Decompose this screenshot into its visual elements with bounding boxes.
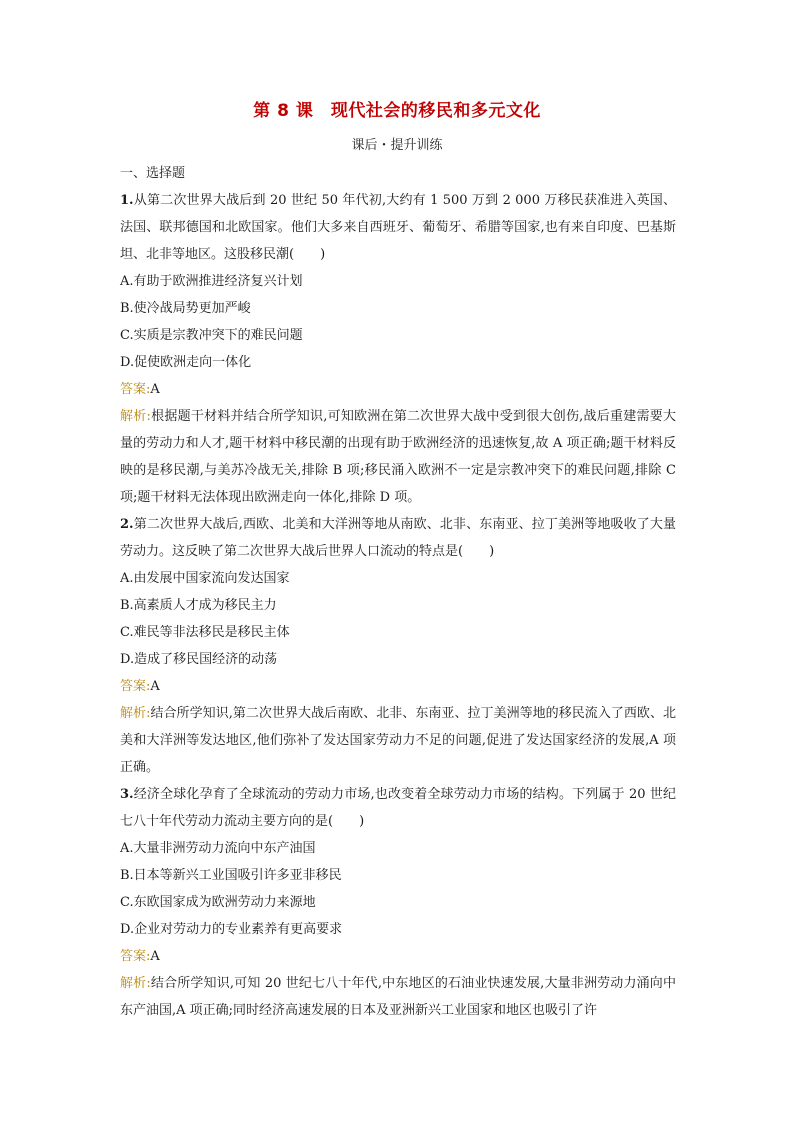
explanation-text: 根据题干材料并结合所学知识,可知欧洲在第二次世界大战中受到很大创伤,战后重建需要大量的劳动力和人才,题干材料中移民潮的出现有助于欧洲经济的迅速恢复,故 A 项正确;题干材料反映的是移民潮,与美苏冷战无关,排除 B 项;移民涌入欧洲不一定是宗教冲突下的难民问题,排除 C 项;题干材料无法体现出欧洲走向一体化,排除 D 项。	[120, 409, 677, 505]
option-a: A.有助于欧洲推进经济复兴计划	[120, 274, 303, 289]
question-number: 1.	[120, 193, 134, 208]
answer-value: A	[150, 949, 160, 964]
option-c: C.实质是宗教冲突下的难民问题	[120, 328, 303, 343]
option-a: A.由发展中国家流向发达国家	[120, 571, 290, 586]
option-d: D.造成了移民国经济的动荡	[120, 652, 278, 667]
answer	[120, 376, 676, 403]
question-3	[120, 781, 676, 1024]
question-text: 从第二次世界大战后到 20 世纪 50 年代初,大约有 1 500 万到 2 000 万移民获准进入英国、法国、联邦德国和北欧国家。他们大多来自西班牙、葡萄牙、希腊等国家,也有来自印度、巴基斯坦、北非等地区。这股移民潮( )	[120, 193, 676, 262]
answer-value: A	[150, 679, 160, 694]
explanation-label: 解析:	[120, 976, 151, 991]
explanation	[120, 700, 676, 781]
question-stem	[120, 781, 676, 835]
answer-label: 答案:	[120, 382, 151, 397]
answer-value: A	[150, 382, 160, 397]
explanation-label: 解析:	[120, 409, 151, 424]
lesson-title: 第 8 课 现代社会的移民和多元文化	[253, 101, 541, 121]
document-body	[120, 160, 676, 1024]
answer-label: 答案:	[120, 679, 151, 694]
option-b: B.使冷战局势更加严峻	[120, 301, 251, 316]
option-b: B.日本等新兴工业国吸引许多亚非移民	[120, 868, 342, 883]
explanation-label: 解析:	[120, 706, 151, 721]
question-text: 经济全球化孕育了全球流动的劳动力市场,也改变着全球劳动力市场的结构。下列属于 20 世纪七八十年代劳动力流动主要方向的是( )	[120, 787, 676, 829]
option-c: C.东欧国家成为欧洲劳动力来源地	[120, 895, 316, 910]
question-stem	[120, 187, 676, 268]
explanation	[120, 403, 676, 511]
answer	[120, 673, 676, 700]
explanation	[120, 970, 676, 1024]
question-number: 2.	[120, 517, 134, 532]
answer-label: 答案:	[120, 949, 151, 964]
lesson-subtitle: 课后・提升训练	[351, 138, 443, 153]
answer	[120, 943, 676, 970]
section-heading: 一、选择题	[120, 166, 186, 181]
explanation-text: 结合所学知识,第二次世界大战后南欧、北非、东南亚、拉丁美洲等地的移民流入了西欧、北美和大洋洲等发达地区,他们弥补了发达国家劳动力不足的问题,促进了发达国家经济的发展,A 项正确。	[120, 706, 676, 775]
question-number: 3.	[120, 787, 134, 802]
question-2	[120, 511, 676, 781]
explanation-text: 结合所学知识,可知 20 世纪七八十年代,中东地区的石油业快速发展,大量非洲劳动力涌向中东产油国,A 项正确;同时经济高速发展的日本及亚洲新兴工业国家和地区也吸引了许	[120, 976, 676, 1018]
option-d: D.企业对劳动力的专业素养有更高要求	[120, 922, 343, 937]
option-a: A.大量非洲劳动力流向中东产油国	[120, 841, 316, 856]
option-b: B.高素质人才成为移民主力	[120, 598, 277, 613]
option-c: C.难民等非法移民是移民主体	[120, 625, 290, 640]
option-d: D.促使欧洲走向一体化	[120, 355, 252, 370]
question-stem	[120, 511, 676, 565]
question-1	[120, 187, 676, 511]
question-text: 第二次世界大战后,西欧、北美和大洋洲等地从南欧、北非、东南亚、拉丁美洲等地吸收了大量劳动力。这反映了第二次世界大战后世界人口流动的特点是( )	[120, 517, 676, 559]
